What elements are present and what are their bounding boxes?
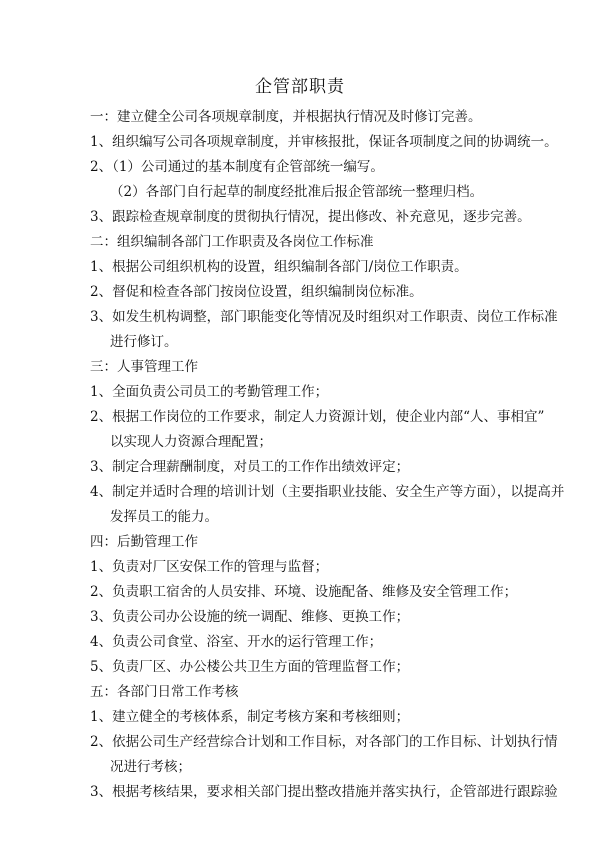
list-item: 1、负责对厂区安保工作的管理与监督； [90, 559, 329, 575]
list-item: 1、建立健全的考核体系，制定考核方案和考核细则； [90, 709, 410, 725]
list-item: 4、负责公司食堂、浴室、开水的运行管理工作； [90, 634, 383, 650]
section-heading-5: 五：各部门日常工作考核 [90, 684, 239, 700]
section-heading-4: 四：后勤管理工作 [90, 534, 198, 550]
section-heading-3: 三：人事管理工作 [90, 359, 198, 375]
list-item-continuation: 以实现人力资源合理配置； [110, 434, 272, 450]
list-item: 2、依据公司生产经营综合计划和工作目标，对各部门的工作目标、计划执行情 [90, 734, 558, 750]
section-heading-1: 一：建立健全公司各项规章制度，并根据执行情况及时修订完善。 [90, 109, 482, 125]
list-item: 3、制定合理薪酬制度，对员工的工作作出绩效评定； [90, 459, 410, 475]
list-item: 1、根据公司组织机构的设置，组织编制各部门/岗位工作职责。 [90, 259, 468, 275]
section-heading-2: 二：组织编制各部门工作职责及各岗位工作标准 [90, 234, 374, 250]
list-item: 3、根据考核结果，要求相关部门提出整改措施并落实执行，企管部进行跟踪验 [90, 784, 558, 800]
list-item-continuation: 况进行考核； [110, 759, 191, 775]
list-item: 2、督促和检查各部门按岗位设置，组织编制岗位标准。 [90, 284, 423, 300]
list-item: 3、负责公司办公设施的统一调配、维修、更换工作； [90, 609, 410, 625]
page-title: 企管部职责 [255, 77, 345, 97]
list-item-continuation: 进行修订。 [110, 334, 178, 350]
list-item: 1、全面负责公司员工的考勤管理工作； [90, 384, 329, 400]
list-item-continuation: 发挥员工的能力。 [110, 509, 218, 525]
list-item: 2、（1）公司通过的基本制度有企管部统一编写。 [90, 159, 384, 175]
list-item: 5、负责厂区、办公楼公共卫生方面的管理监督工作； [90, 659, 410, 675]
list-item: 3、如发生机构调整，部门职能变化等情况及时组织对工作职责、岗位工作标准 [90, 309, 558, 325]
list-item: 1、组织编写公司各项规章制度，并审核报批，保证各项制度之间的协调统一。 [90, 134, 558, 150]
list-item: 2、根据工作岗位的工作要求，制定人力资源计划，使企业内部“人、事相宜” [90, 409, 545, 425]
list-item-sub: （2）各部门自行起草的制度经批准后报企管部统一整理归档。 [110, 184, 484, 200]
list-item: 2、负责职工宿舍的人员安排、环境、设施配备、维修及安全管理工作； [90, 584, 518, 600]
list-item: 3、跟踪检查规章制度的贯彻执行情况，提出修改、补充意见，逐步完善。 [90, 209, 531, 225]
list-item: 4、制定并适时合理的培训计划（主要指职业技能、安全生产等方面），以提高并 [90, 484, 565, 500]
